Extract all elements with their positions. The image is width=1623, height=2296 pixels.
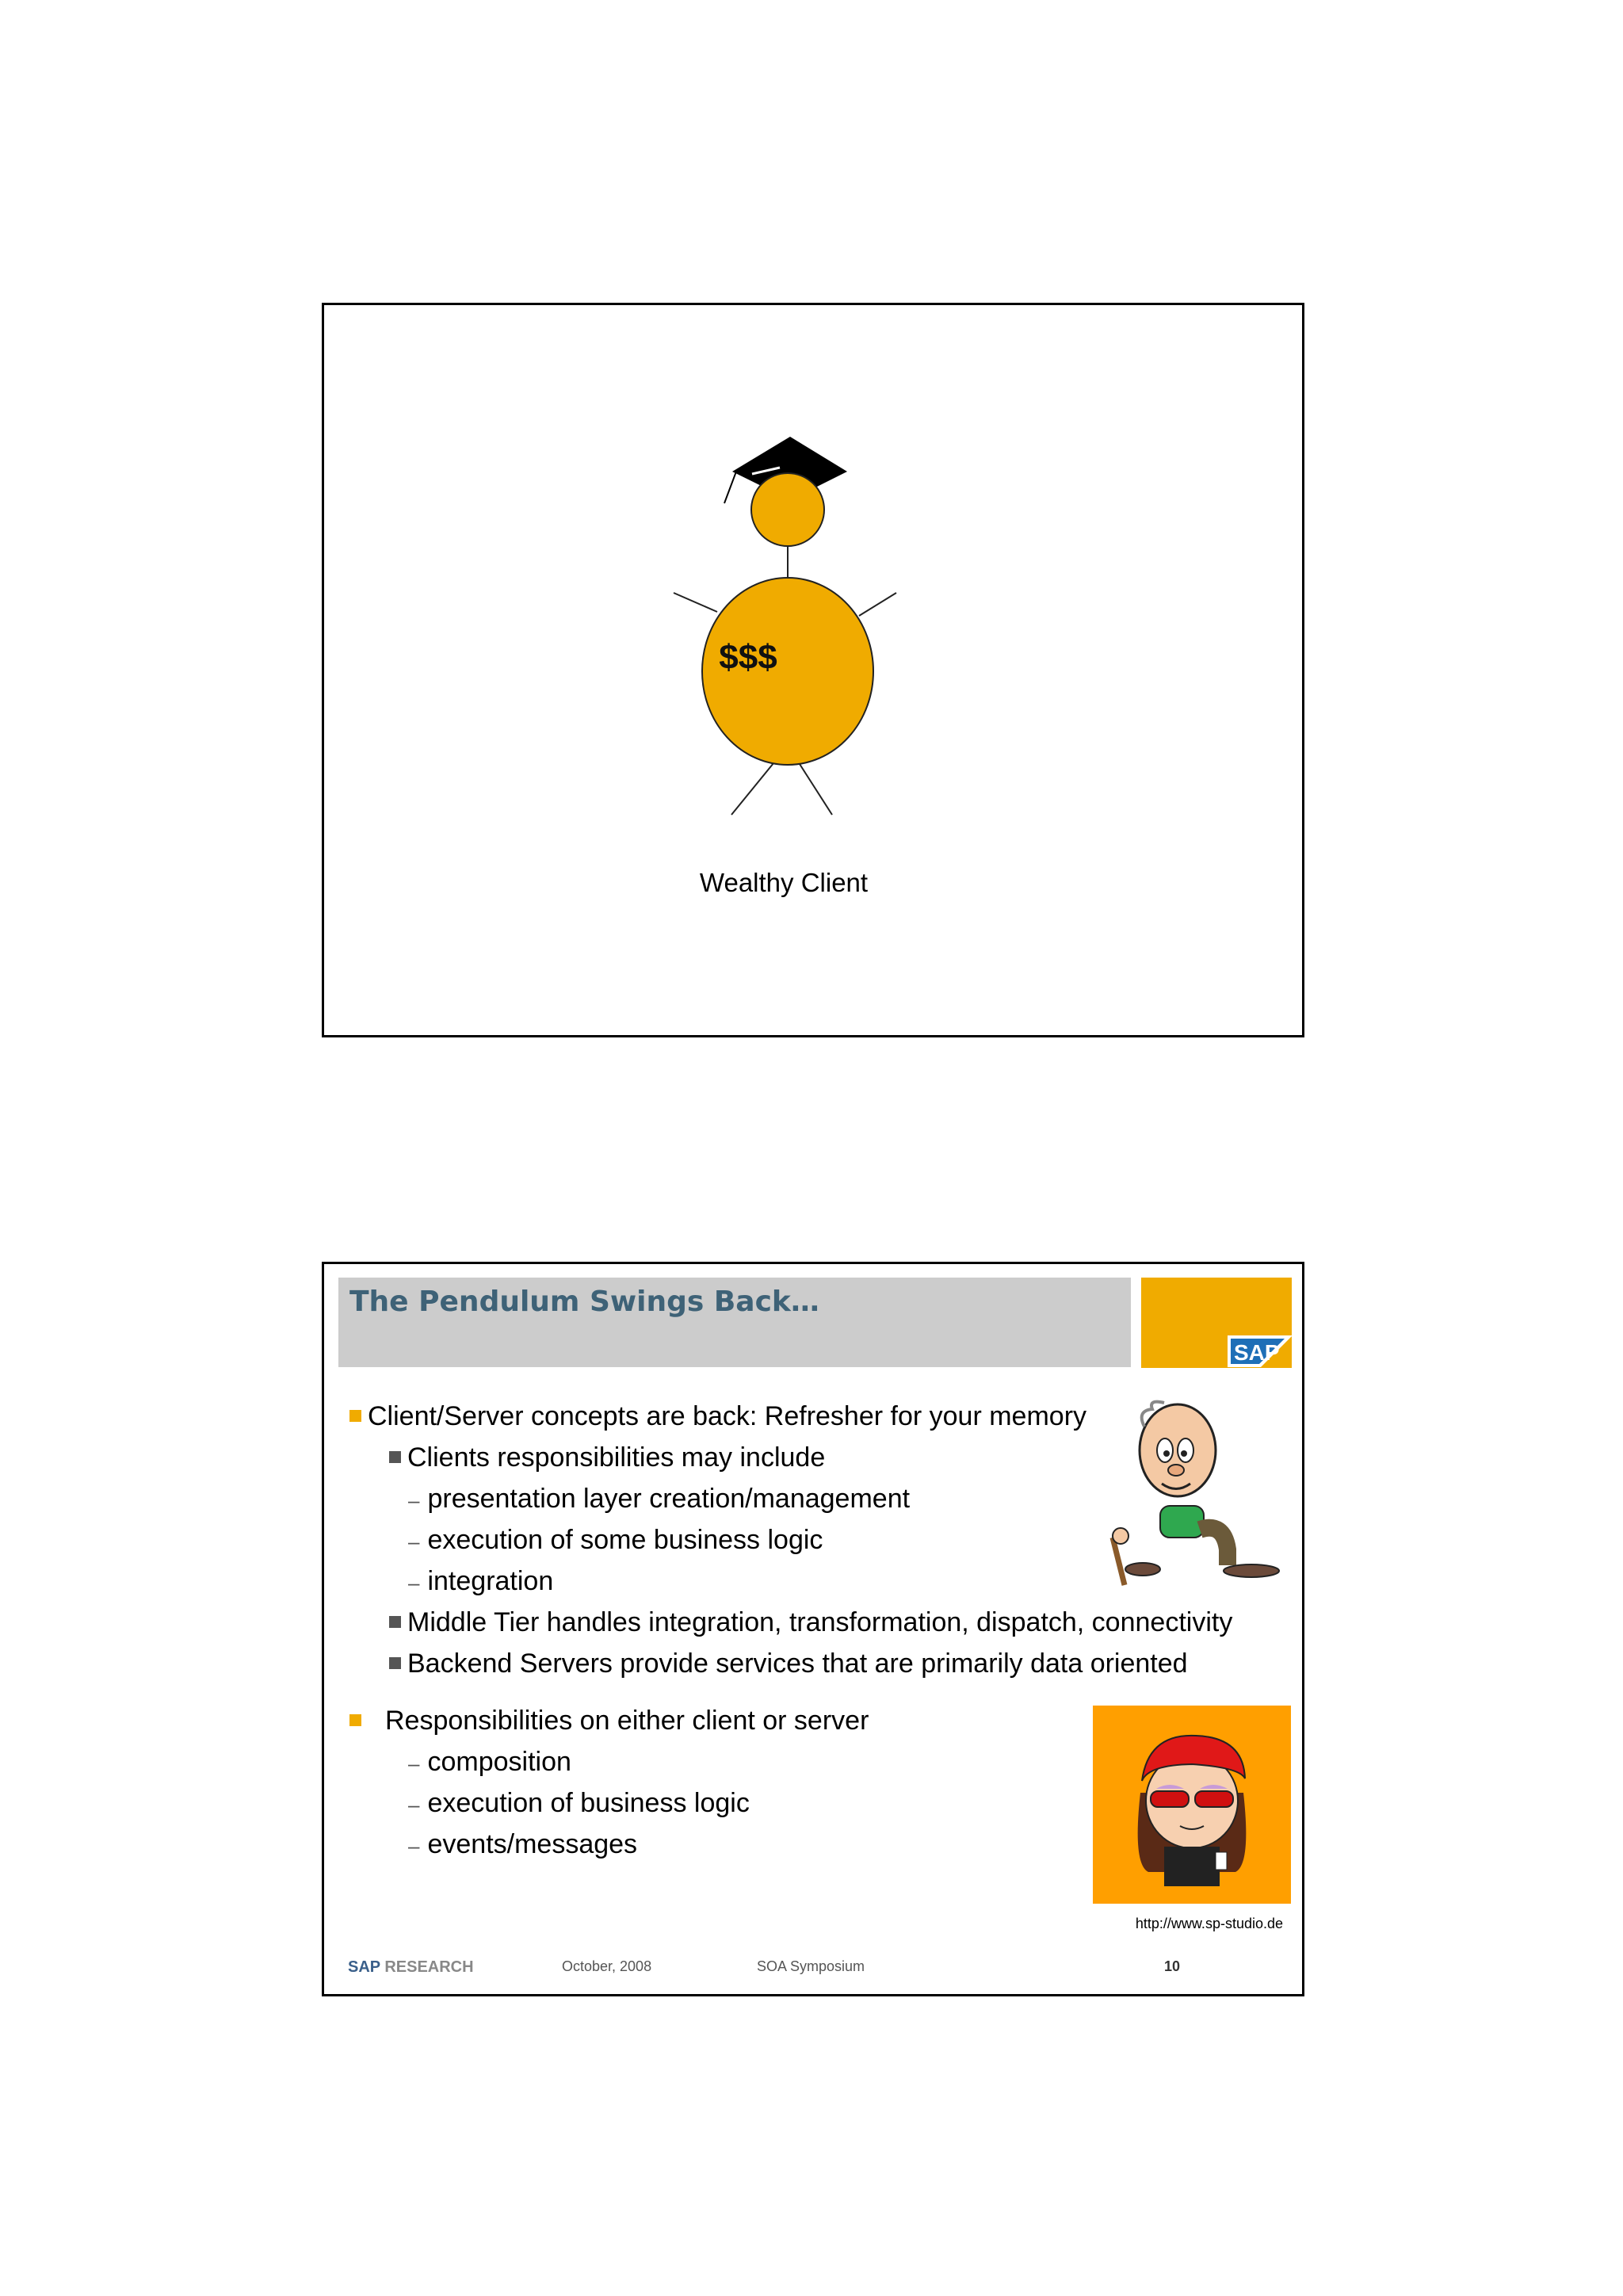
old-man-cartoon-icon [1089, 1395, 1287, 1593]
bullet-level3: – events/messages [408, 1829, 638, 1859]
head-shape [751, 473, 824, 546]
image-credit: http://www.sp-studio.de [1135, 1916, 1283, 1931]
slide-wealthy-client [322, 303, 1304, 1037]
bullet-level2: Backend Servers provide services that are primarily data oriented [389, 1648, 1188, 1679]
bullet-square-icon [349, 1714, 361, 1726]
page-number: 10 [1164, 1958, 1181, 1974]
bullet-level3: – integration [408, 1566, 554, 1596]
svg-text:SAP: SAP [1234, 1340, 1280, 1365]
bullet-level3: – execution of business logic [408, 1788, 750, 1818]
figure-caption: Wealthy Client [699, 868, 869, 897]
girl-cartoon-icon [1093, 1706, 1291, 1904]
bullet-level2: Clients responsibilities may include [389, 1442, 825, 1473]
footer-event: SOA Symposium [757, 1958, 865, 1974]
footer-logo: SAP RESEARCH [348, 1958, 474, 1976]
bullet-level1: Client/Server concepts are back: Refresher for your memory [349, 1400, 1086, 1432]
girl-avatar-image [1093, 1706, 1291, 1904]
title-bar [338, 1278, 1131, 1367]
bullet-square-icon [349, 1410, 361, 1422]
bullet-square-icon [389, 1616, 401, 1628]
bullet-level3: – composition [408, 1747, 571, 1777]
sap-logo-icon [1228, 1335, 1293, 1367]
slide-title: The Pendulum Swings Back… [349, 1286, 819, 1318]
bullet-square-icon [389, 1451, 401, 1463]
money-label: $$$ [719, 638, 777, 677]
wealthy-client-figure [324, 305, 1304, 1037]
bullet-square-icon [389, 1657, 401, 1669]
slide-pendulum [322, 1262, 1304, 1996]
footer-date: October, 2008 [562, 1958, 652, 1974]
bullet-level3: – execution of some business logic [408, 1525, 823, 1555]
bullet-level3: – presentation layer creation/management [408, 1484, 911, 1514]
bullet-level1: Responsibilities on either client or server [349, 1705, 869, 1736]
bullet-level2: Middle Tier handles integration, transformation, dispatch, connectivity [389, 1606, 1232, 1638]
